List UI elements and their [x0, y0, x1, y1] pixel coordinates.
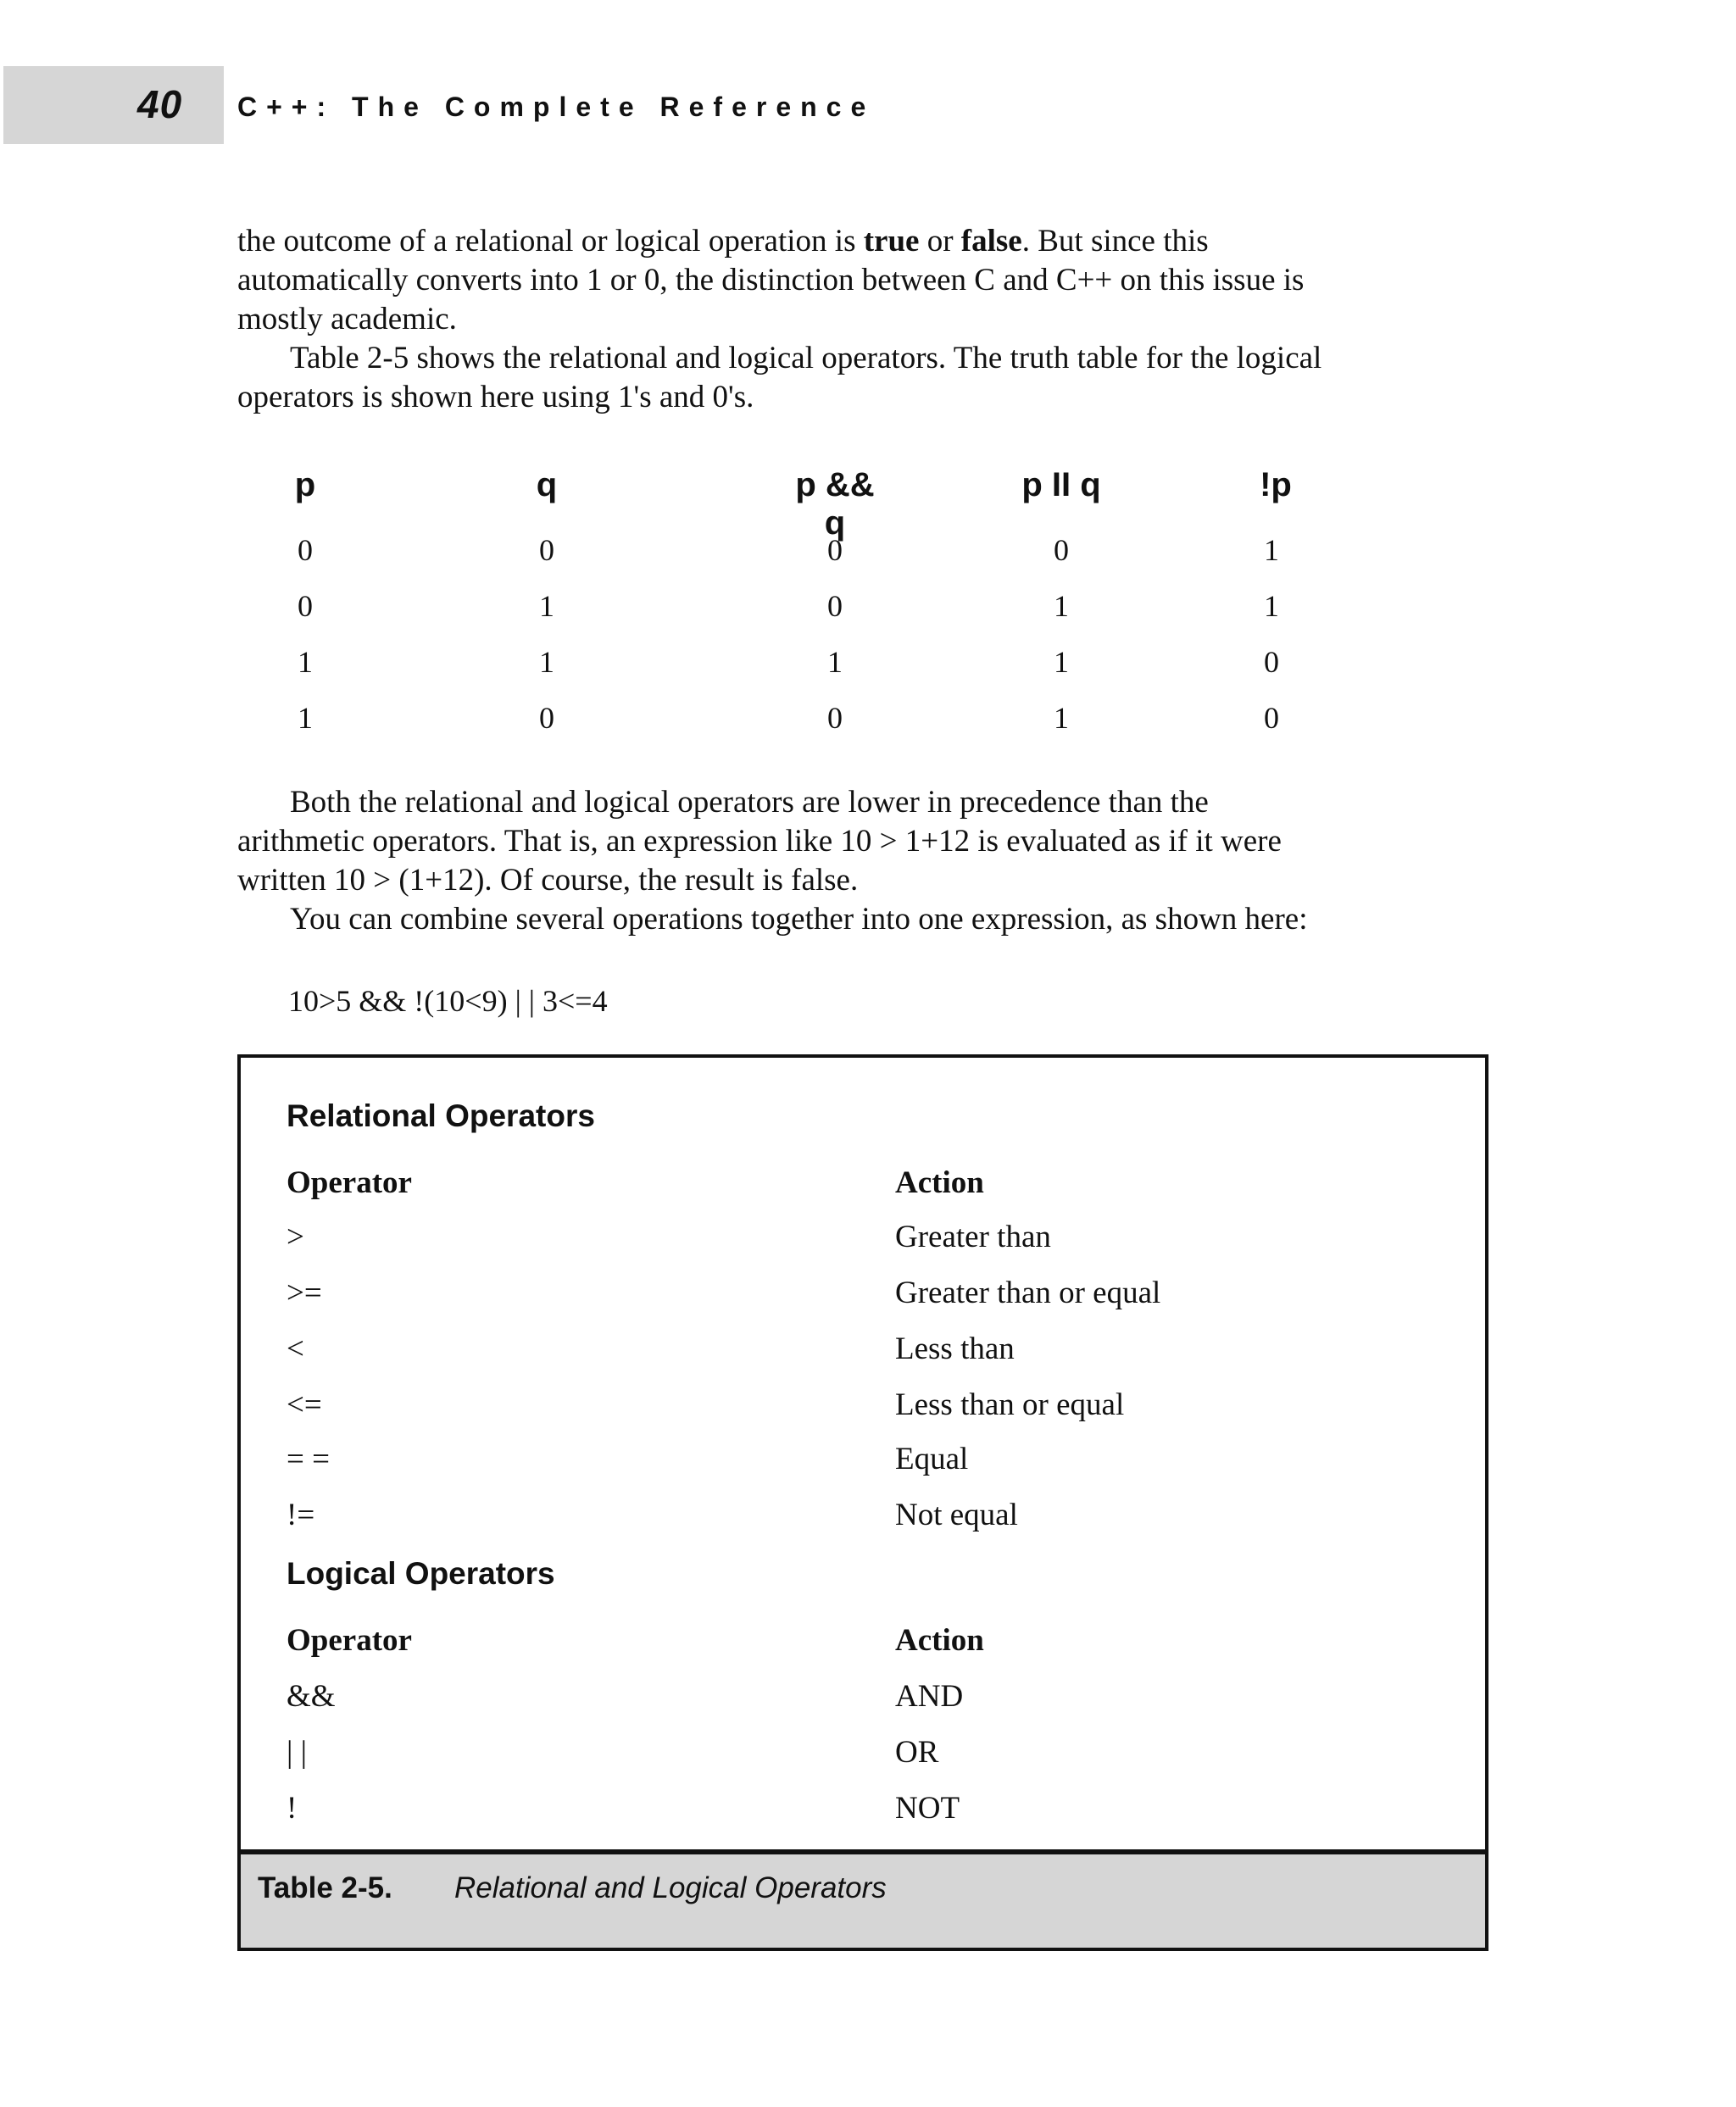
paragraph-1-line-2: automatically converts into 1 or 0, the distinction between C and C++ on this issue is — [237, 263, 1305, 297]
truth-cell: 0 — [298, 533, 313, 567]
action-cell: AND — [895, 1679, 964, 1714]
truth-cell: 0 — [827, 701, 843, 735]
text-run: Both the relational and logical operators are lower in precedence than the — [290, 785, 1209, 820]
truth-cell: 1 — [1054, 589, 1069, 623]
action-cell: Greater than — [895, 1220, 1051, 1254]
paragraph-2 — [237, 339, 1475, 417]
operator-cell: | | — [287, 1735, 308, 1770]
truth-cell: 1 — [298, 701, 313, 735]
truth-cell: 0 — [827, 533, 843, 567]
paragraph-2-line-1 — [237, 339, 1475, 378]
truth-header: p II q — [1021, 466, 1101, 503]
code-example: 10>5 && !(10<9) | | 3<=4 — [288, 984, 608, 1018]
truth-cell: 0 — [1264, 645, 1279, 679]
operators-table — [237, 1054, 1488, 1951]
operator-cell: && — [287, 1679, 336, 1714]
truth-cell: 1 — [539, 589, 554, 623]
truth-cell: 0 — [1264, 701, 1279, 735]
column-header-operator: Operator — [287, 1623, 412, 1658]
truth-cell: 0 — [539, 701, 554, 735]
truth-cell: 1 — [1054, 645, 1069, 679]
action-cell: Less than — [895, 1331, 1015, 1366]
paragraph-1-line-1 — [237, 222, 1475, 261]
running-head: C++: The Complete Reference — [237, 92, 876, 122]
paragraph-1 — [237, 222, 1475, 339]
paragraph-1-line-3: mostly academic. — [237, 302, 457, 336]
operator-cell: = = — [287, 1442, 330, 1476]
truth-cell: 1 — [1054, 701, 1069, 735]
operator-cell: != — [287, 1498, 315, 1532]
paragraph-4-line-1 — [237, 900, 1475, 939]
truth-cell: 1 — [298, 645, 313, 679]
caption-number: Table 2-5. — [258, 1871, 392, 1904]
page-number: 40 — [137, 82, 183, 126]
paragraph-3-line-3: written 10 > (1+12). Of course, the result is false. — [237, 863, 859, 898]
action-cell: Equal — [895, 1442, 969, 1476]
truth-header: !p — [1260, 466, 1292, 503]
column-header-action: Action — [895, 1623, 984, 1658]
truth-header: p — [294, 466, 316, 503]
text-run: . But since this — [1021, 224, 1209, 259]
column-header-action: Action — [895, 1165, 984, 1200]
relational-operators-title: Relational Operators — [287, 1098, 595, 1133]
operator-cell: < — [287, 1331, 304, 1366]
truth-cell: 1 — [827, 645, 843, 679]
action-cell: Less than or equal — [895, 1387, 1125, 1422]
truth-cell: 1 — [1264, 589, 1279, 623]
header-tab — [3, 66, 224, 144]
text-run: or — [919, 224, 961, 259]
caption-text: Relational and Logical Operators — [454, 1871, 887, 1904]
text-run: the outcome of a relational or logical operation is — [237, 224, 864, 259]
paragraph-3 — [237, 783, 1475, 939]
operator-cell: ! — [287, 1791, 298, 1826]
truth-cell: 0 — [1054, 533, 1069, 567]
keyword-false: false — [960, 224, 1022, 259]
operator-cell: > — [287, 1220, 304, 1254]
action-cell: OR — [895, 1735, 939, 1770]
truth-header: p && q — [795, 466, 875, 542]
truth-cell: 1 — [1264, 533, 1279, 567]
action-cell: Not equal — [895, 1498, 1018, 1532]
truth-cell: 0 — [539, 533, 554, 567]
table-caption — [241, 1849, 1485, 1948]
keyword-true: true — [863, 224, 920, 259]
operator-cell: <= — [287, 1387, 322, 1422]
truth-cell: 0 — [827, 589, 843, 623]
logical-operators-title: Logical Operators — [287, 1556, 555, 1591]
text-run: You can combine several operations together into one expression, as shown here: — [290, 902, 1308, 937]
paragraph-3-line-2: arithmetic operators. That is, an expression like 10 > 1+12 is evaluated as if it were — [237, 824, 1282, 859]
truth-cell: 1 — [539, 645, 554, 679]
truth-header: q — [536, 466, 558, 503]
action-cell: NOT — [895, 1791, 960, 1826]
paragraph-2-line-2: operators is shown here using 1's and 0's. — [237, 380, 754, 414]
action-cell: Greater than or equal — [895, 1276, 1161, 1310]
operator-cell: >= — [287, 1276, 322, 1310]
column-header-operator: Operator — [287, 1165, 412, 1200]
truth-cell: 0 — [298, 589, 313, 623]
paragraph-3-line-1 — [237, 783, 1475, 822]
text-run: Table 2-5 shows the relational and logical operators. The truth table for the logical — [290, 341, 1322, 375]
